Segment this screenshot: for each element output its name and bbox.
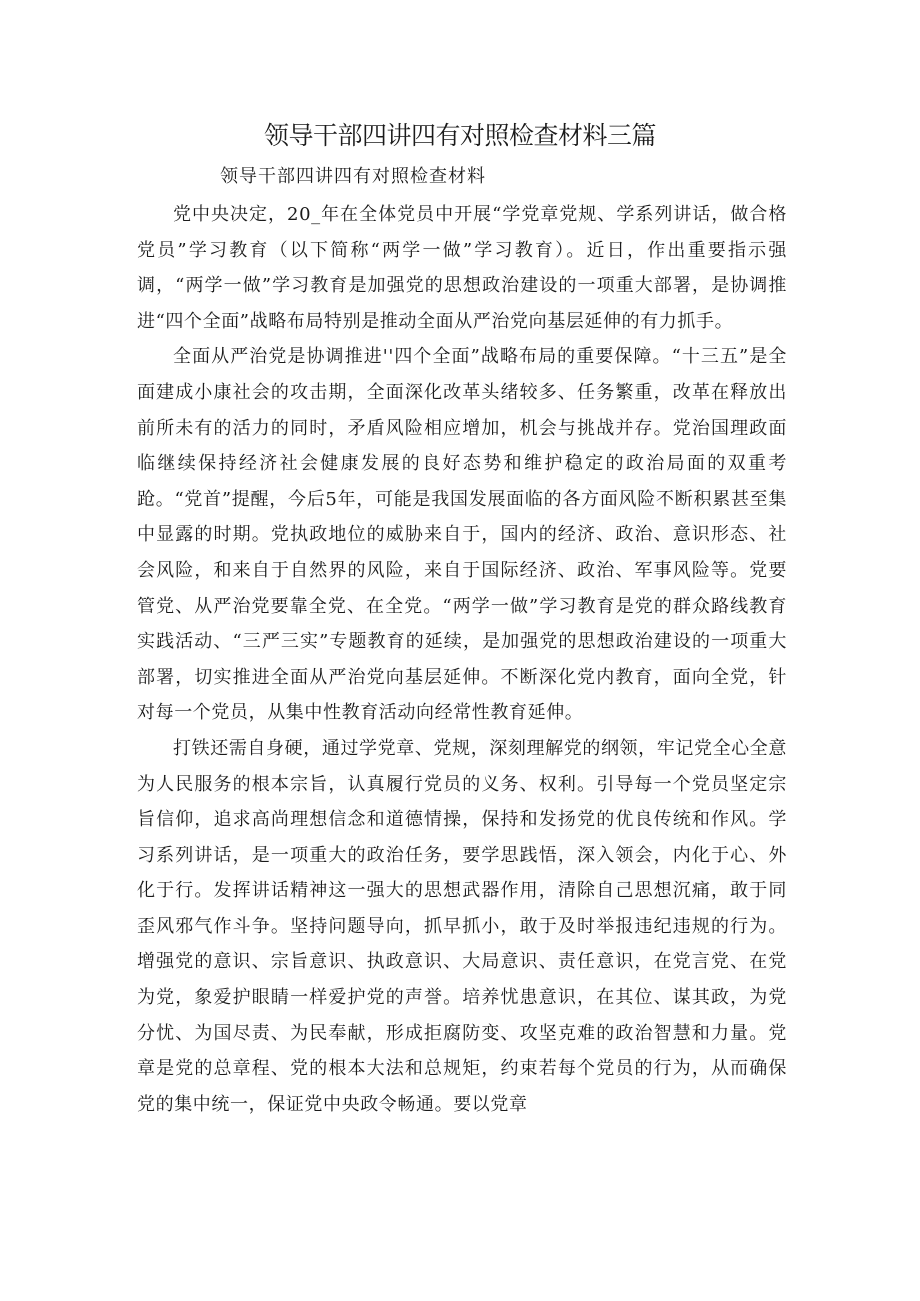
- paragraph: 打铁还需自身硬，通过学党章、党规，深刻理解党的纲领，牢记党全心全意为人民服务的根本宗旨，认真履行党员的义务、权利。引导每一个党员坚定宗旨信仰，追求高尚理想信念和道德情操，保持和发扬党的优良传统和作风。学习系列讲话，是一项重大的政治任务，要学思践悟，深入领会，内化于心、外化于行。发挥讲话精神这一强大的思想武器作用，清除自己思想沉痛，敢于同歪风邪气作斗争。坚持问题导向，抓早抓小，敢于及时举报违纪违规的行为。增强党的意识、宗旨意识、执政意识、大局意识、责任意识，在党言党、在党为党，象爱护眼睛一样爱护党的声誉。培养忧患意识，在其位、谋其政，为党分忧、为国尽责、为民奉献，形成拒腐防变、攻坚克难的政治智慧和力量。党章是党的总章程、党的根本大法和总规矩，约束若每个党员的行为，从而确保党的集中统一，保证党中央政令畅通。要以党章: [137, 737, 787, 1115]
- document-title: 领导干部四讲四有对照检查材料三篇: [263, 121, 656, 150]
- paragraph: 党中央决定，20_年在全体党员中开展“学党章党规、学系列讲话，做合格党员”学习教育（以下简称“两学一做”学习教育）。近日，作出重要指示强调，“两学一做”学习教育是加强党的思想政治建设的一项重大部署，是协调推进“四个全面”战略布局特别是推动全面从严治党向基层延伸的有力抓手。: [137, 204, 787, 332]
- paragraph: 全面从严治党是协调推进''四个全面”战略布局的重要保障。“十三五”是全面建成小康社会的攻击期，全面深化改革头绪较多、任务繁重，改革在释放出前所未有的活力的同时，矛盾风险相应增加，机会与挑战并存。党治国理政面临继续保持经济社会健康发展的良好态势和维护稳定的政治局面的双重考跄。“党首”提醒，今后5年，可能是我国发展面临的各方面风险不断积累甚至集中显露的时期。党执政地位的威胁来自于，国内的经济、政治、意识形态、社会风险，和来自于自然界的风险，来自于国际经济、政治、军事风险等。党要管党、从严治党要靠全党、在全党。“两学一做”学习教育是党的群众路线教育实践活动、“三严三实”专题教育的延续，是加强党的思想政治建设的一项重大部署，切实推进全面从严治党向基层延伸。不断深化党内教育，面向全党，针对每一个党员，从集中性教育活动向经常性教育延伸。: [137, 346, 787, 724]
- document-body: [137, 197, 787, 1122]
- document-subtitle: 领导干部四讲四有对照检查材料: [220, 166, 486, 187]
